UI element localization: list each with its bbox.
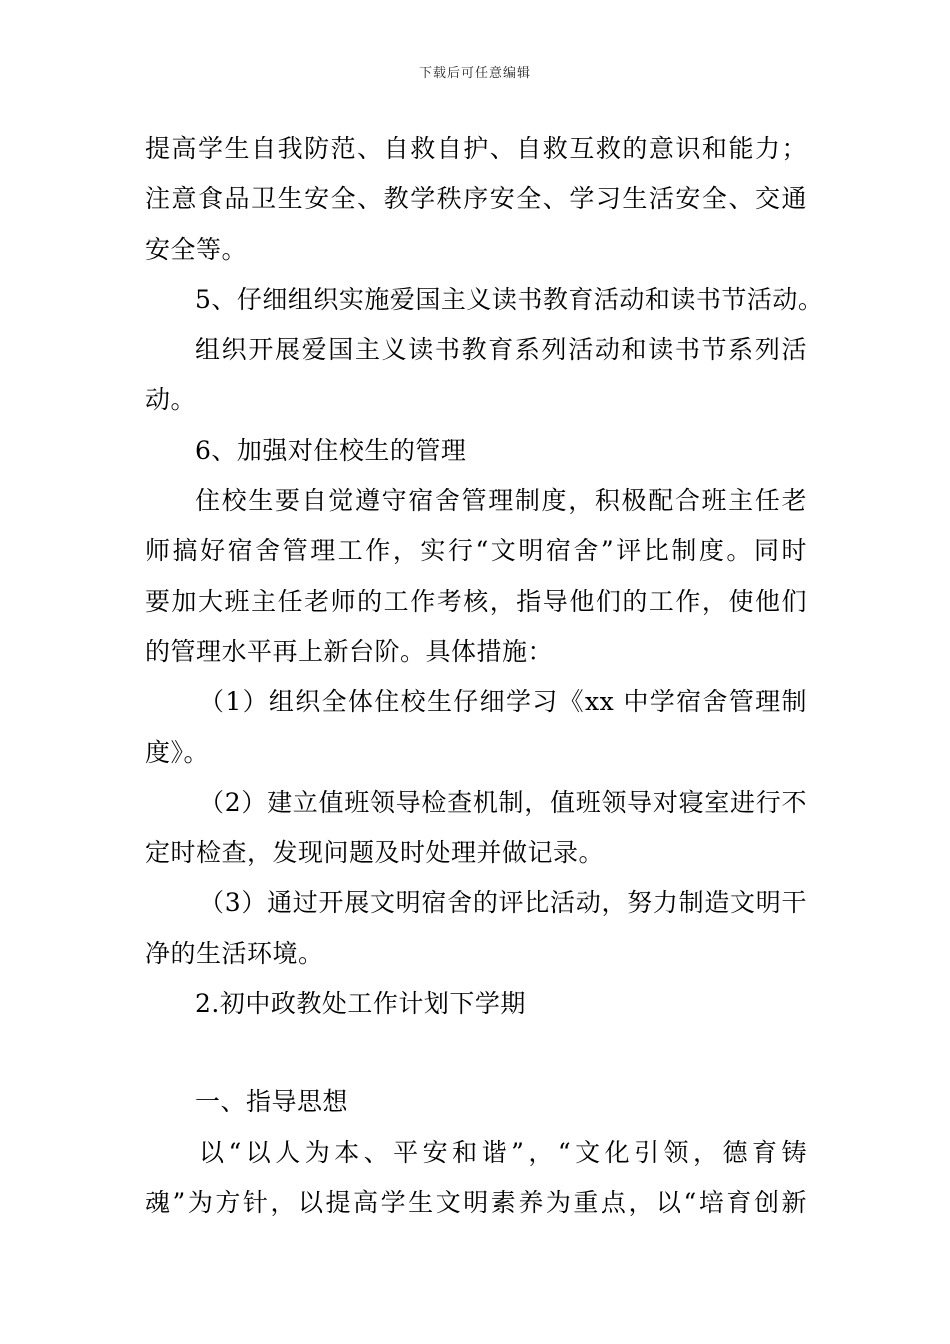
text-line: 的管理水平再上新台阶。具体措施：: [145, 636, 554, 666]
text-line: 提高学生自我防范、自救自护、自救互救的意识和能力；: [145, 134, 807, 163]
text-line: 度》。: [145, 737, 210, 767]
text-line: 定时检查，发现问题及时处理并做记录。: [145, 838, 605, 868]
text-line: 动。: [145, 385, 197, 415]
text-line: 净的生活环境。: [145, 938, 324, 968]
item-heading: 5、仔细组织实施爱国主义读书教育活动和读书节活动。: [195, 284, 824, 314]
blank-line: [145, 1029, 807, 1077]
section-title: 2.初中政教处工作计划下学期: [195, 989, 526, 1019]
page-header-note: 下载后可任意编辑: [418, 66, 531, 81]
text-line: 注意食品卫生安全、教学秩序安全、学习生活安全、交通: [145, 184, 807, 214]
document-body: [145, 124, 824, 1228]
list-item: （1）组织全体住校生仔细学习《xx 中学宿舍管理制: [199, 687, 807, 717]
item-heading: 6、加强对住校生的管理: [195, 435, 467, 465]
text-line: 师搞好宿舍管理工作，实行“文明宿舍”评比制度。同时: [145, 536, 807, 566]
paragraph-start: 组织开展爱国主义读书教育系列活动和读书节系列活: [195, 335, 807, 365]
text-line: 安全等。: [145, 234, 248, 264]
paragraph-start: 住校生要自觉遵守宿舍管理制度，积极配合班主任老: [195, 486, 807, 516]
section-heading: 一、指导思想: [195, 1087, 349, 1117]
text-line: 魂”为方针，以提高学生文明素养为重点，以“培育创新: [145, 1187, 807, 1217]
text-line: 要加大班主任老师的工作考核，指导他们的工作，使他们: [145, 586, 807, 616]
paragraph-start: 以“以人为本、平安和谐”，“文化引领，德育铸: [199, 1137, 807, 1167]
list-item: （3）通过开展文明宿舍的评比活动，努力制造文明干: [199, 888, 807, 918]
list-item: （2）建立值班领导检查机制，值班领导对寝室进行不: [199, 787, 807, 817]
